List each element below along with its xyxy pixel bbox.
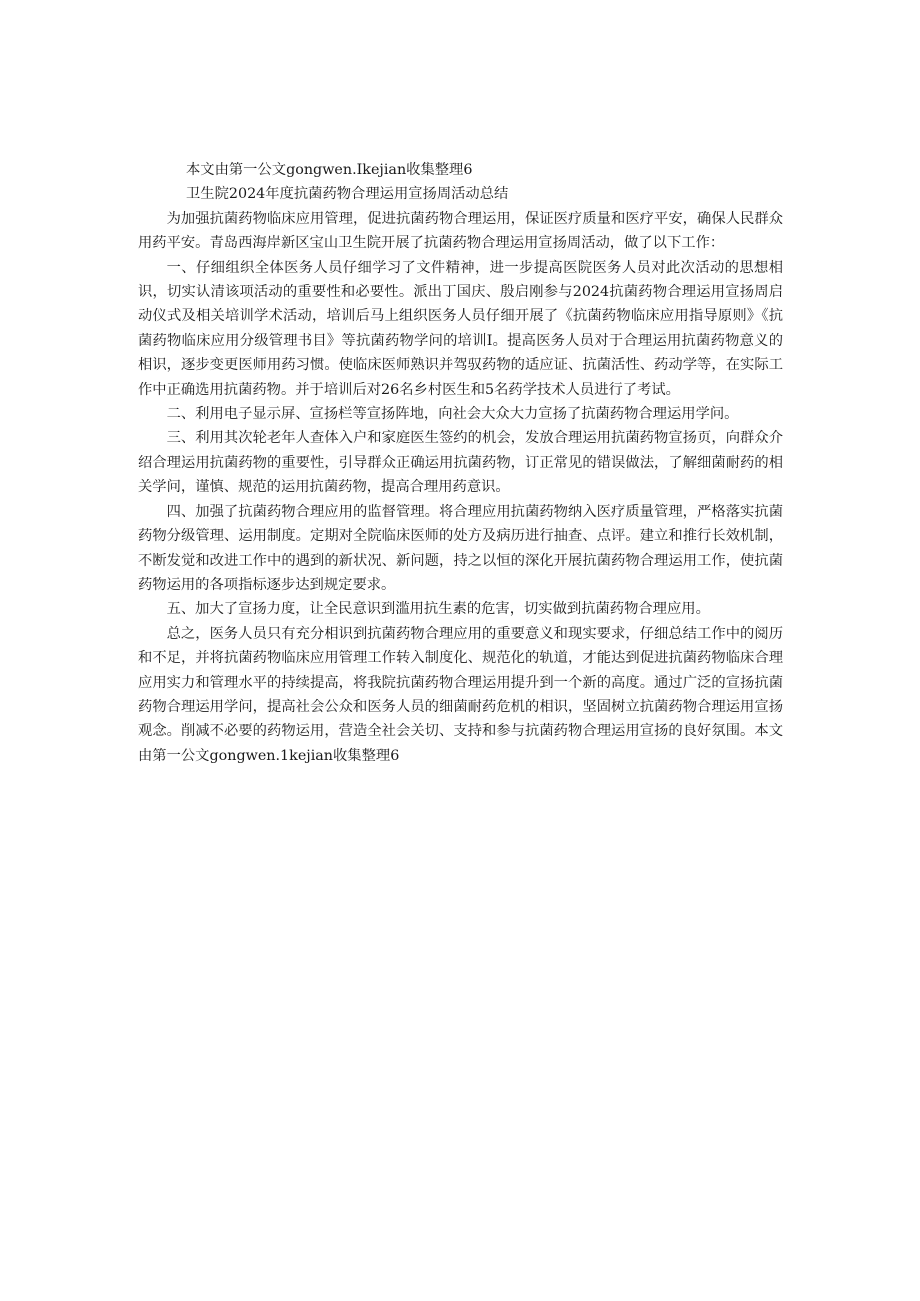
document-title: 卫生院2024年度抗菌药物合理运用宣扬周活动总结 — [186, 186, 509, 203]
conclusion-paragraph: 总之，医务人员只有充分相识到抗菌药物合理应用的重要意义和现实要求，仔细总结工作中的阅历和不足，并将抗菌药物临床应用管理工作转入制度化、规范化的轨道，才能达到促进抗菌药物临床合理应用实力和管理水平的持续提高，将我院抗菌药物合理运用提升到一个新的高度。通过广泛的宣扬抗菌药物合理运用学问，提高社会公众和医务人员的细菌耐药危机的相识，坚固树立抗菌药物合理运用宣扬观念。削减不必要的药物运用，营造全社会关切、支持和参与抗菌药物合理运用宣扬的良好氛围。本文由第一公文gongwen.1kejian收集整理6 — [138, 625, 783, 764]
section-one-paragraph: 一、仔细组织全体医务人员仔细学习了文件精神，进一步提高医院医务人员对此次活动的思想相识，切实认清该项活动的重要性和必要性。派出丁国庆、殷启刚参与2024抗菌药物合理运用宣扬周启动仪式及相关培训学术活动，培训后马上组织医务人员仔细开展了《抗菌药物临床应用指导原则》《抗菌药物临床应用分级管理书目》等抗菌药物学问的培训I。提高医务人员对于合理运用抗菌药物意义的相识，逐步变更医师用药习惯。使临床医师熟识并驾驭药物的适应证、抗菌活性、药动学等，在实际工作中正确选用抗菌药物。并于培训后对26名乡村医生和5名药学技术人员进行了考试。 — [138, 259, 783, 398]
intro-paragraph: 为加强抗菌药物临床应用管理，促进抗菌药物合理运用，保证医疗质量和医疗平安，确保人民群众用药平安。青岛西海岸新区宝山卫生院开展了抗菌药物合理运用宣扬周活动，做了以下工作： — [138, 210, 783, 252]
document-body — [138, 158, 783, 768]
source-note: 本文由第一公文gongwen.Ikejian收集整理6 — [186, 162, 473, 178]
section-four-paragraph: 四、加强了抗菌药物合理应用的监督管理。将合理应用抗菌药物纳入医疗质量管理，严格落实抗菌药物分级管理、运用制度。定期对全院临床医师的处方及病历进行抽查、点评。建立和推行长效机制，不断发觉和改进工作中的遇到的新状况、新问题，持之以恒的深化开展抗菌药物合理运用工作，使抗菌药物运用的各项指标逐步达到规定要求。 — [138, 503, 783, 593]
section-three-paragraph: 三、利用其次轮老年人查体入户和家庭医生签约的机会，发放合理运用抗菌药物宣扬页，向群众介绍合理运用抗菌药物的重要性，引导群众正确运用抗菌药物，订正常见的错误做法，了解细菌耐药的相关学问，谨慎、规范的运用抗菌药物，提高合理用药意识。 — [138, 430, 783, 496]
section-two-paragraph: 二、利用电子显示屏、宣扬栏等宣扬阵地，向社会大众大力宣扬了抗菌药物合理运用学问。 — [166, 406, 739, 423]
section-five-paragraph: 五、加大了宣扬力度，让全民意识到滥用抗生素的危害，切实做到抗菌药物合理应用。 — [166, 601, 710, 618]
